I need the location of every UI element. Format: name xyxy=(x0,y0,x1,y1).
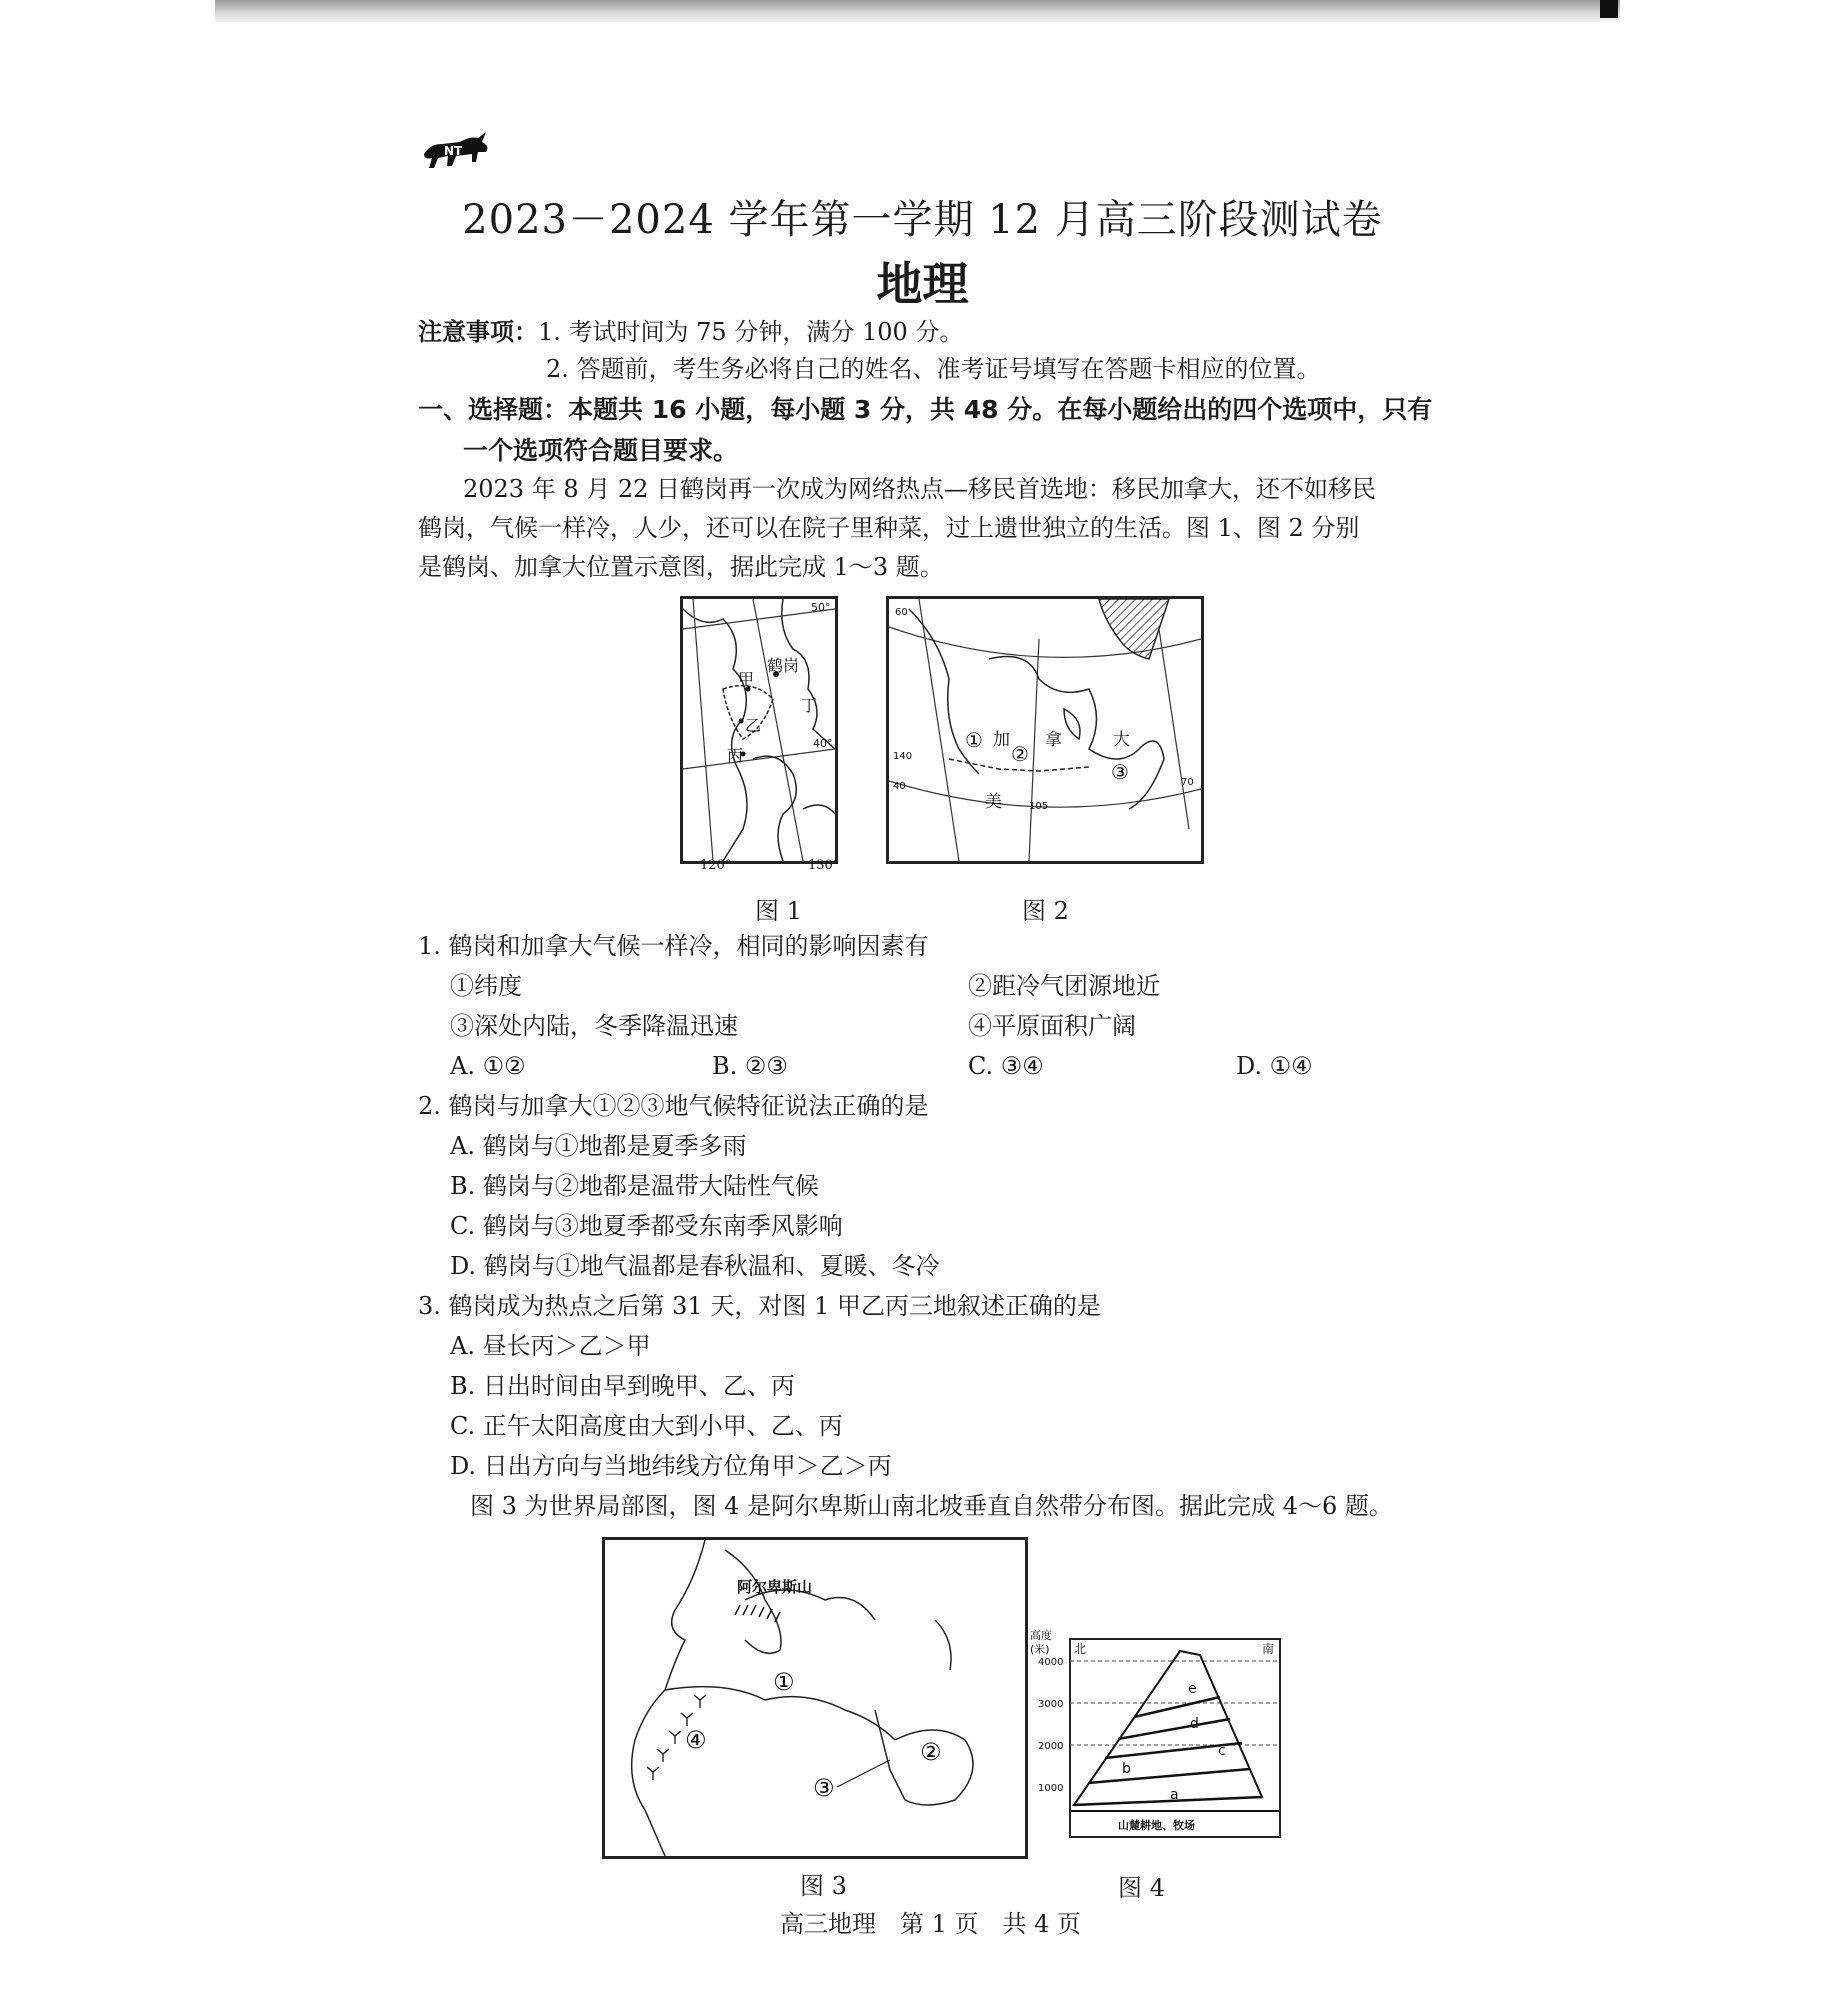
q1-statement-2: ②距冷气团源地近 xyxy=(968,972,1160,1000)
scan-corner-mark xyxy=(1600,0,1618,18)
q1-option-a: A. ①② xyxy=(450,1052,526,1080)
passage1-line1: 2023 年 8 月 22 日鹤岗再一次成为网络热点—移民首选地：移民加拿大，还不如移民 xyxy=(463,475,1377,503)
fig2-label-c3: ③ xyxy=(1111,760,1129,784)
passage1-line3: 是鹤岗、加拿大位置示意图，据此完成 1～3 题。 xyxy=(418,553,944,581)
svg-text:NT: NT xyxy=(444,144,463,158)
passage1-line2: 鹤岗，气候一样冷，人少，还可以在院子里种菜，过上遗世独立的生活。图 1、图 2 分别 xyxy=(418,514,1360,542)
fig2-label-jia: 加 xyxy=(993,730,1010,750)
fig4-belt-e: e xyxy=(1188,1681,1197,1697)
fig4-belt-a: a xyxy=(1170,1787,1179,1803)
fig2-label-mei: 美 xyxy=(985,792,1002,812)
q1-option-b: B. ②③ xyxy=(712,1052,788,1080)
subject-title: 地理 xyxy=(876,257,969,311)
fig2-label-na: 拿 xyxy=(1045,730,1062,750)
fig2-lon140: 140 xyxy=(893,751,913,762)
notice-item-1: 1. 考试时间为 75 分钟，满分 100 分。 xyxy=(538,318,964,346)
fig4-belt-c: c xyxy=(1218,1743,1226,1759)
fig3-caption: 图 3 xyxy=(800,1872,847,1900)
fig1-label-ding: 丁 xyxy=(801,696,818,715)
fig1-label-jia: 甲 xyxy=(738,670,755,689)
fig1-lon-right: 130° xyxy=(808,858,840,873)
fig3-label-c1: ① xyxy=(773,1668,795,1696)
q2-stem: 2. 鹤岗与加拿大①②③地气候特征说法正确的是 xyxy=(418,1092,929,1120)
fig2-caption: 图 2 xyxy=(1022,897,1069,925)
fig2-lon70: 70 xyxy=(1181,777,1194,788)
figure-4-chart xyxy=(1030,1625,1286,1855)
fig2-label-c2: ② xyxy=(1011,742,1029,766)
exam-title: 2023－2024 学年第一学期 12 月高三阶段测试卷 xyxy=(462,197,1383,243)
page-footer: 高三地理 第 1 页 共 4 页 xyxy=(780,1910,1082,1938)
q1-statement-1: ①纬度 xyxy=(450,972,522,1000)
fig3-label-alps: 阿尔卑斯山 xyxy=(737,1578,813,1596)
fig2-lat40: 40 xyxy=(893,781,906,792)
fig2-label-c1: ① xyxy=(965,728,983,752)
figure-2-map xyxy=(886,596,1204,864)
q3-option-d: D. 日出方向与当地纬线方位角甲＞乙＞丙 xyxy=(450,1452,892,1480)
figure-3-map xyxy=(602,1537,1028,1859)
fig4-tick-3000: 3000 xyxy=(1038,1699,1064,1710)
fig4-tick-1000: 1000 xyxy=(1038,1783,1064,1794)
fig1-lon-left: 120° xyxy=(700,858,732,873)
fig4-belt-d: d xyxy=(1190,1716,1199,1732)
fig2-lat60: 60 xyxy=(895,607,908,618)
scan-top-edge xyxy=(215,0,1620,22)
q1-statement-3: ③深处内陆，冬季降温迅速 xyxy=(450,1012,738,1040)
fig3-label-c3: ③ xyxy=(813,1774,835,1802)
q3-option-b: B. 日出时间由早到晚甲、乙、丙 xyxy=(450,1372,795,1400)
fig1-label-hegang: 鹤岗 xyxy=(767,656,800,675)
q3-option-c: C. 正午太阳高度由大到小甲、乙、丙 xyxy=(450,1412,843,1440)
q3-stem: 3. 鹤岗成为热点之后第 31 天，对图 1 甲乙丙三地叙述正确的是 xyxy=(418,1292,1101,1320)
fig4-north: 北 xyxy=(1074,1642,1087,1656)
fig1-caption: 图 1 xyxy=(755,897,802,925)
fig1-lat-mid: 40° xyxy=(813,737,833,750)
q2-option-c: C. 鹤岗与③地夏季都受东南季风影响 xyxy=(450,1212,843,1240)
section-heading-line2: 一个选项符合题目要求。 xyxy=(463,436,739,465)
fig4-belt-b: b xyxy=(1122,1761,1131,1777)
fig3-label-c4: ④ xyxy=(685,1726,707,1754)
bull-logo-icon xyxy=(420,130,492,174)
section-heading-line1: 一、选择题：本题共 16 小题，每小题 3 分，共 48 分。在每小题给出的四个选项中，只有 xyxy=(418,395,1433,424)
q3-option-a: A. 昼长丙＞乙＞甲 xyxy=(450,1332,651,1360)
q1-statement-4: ④平原面积广阔 xyxy=(968,1012,1136,1040)
fig2-lon105: 105 xyxy=(1029,801,1049,812)
q1-stem: 1. 鹤岗和加拿大气候一样冷，相同的影响因素有 xyxy=(418,932,929,960)
fig4-caption: 图 4 xyxy=(1118,1874,1165,1902)
figure-1-map xyxy=(680,596,838,864)
q2-option-a: A. 鹤岗与①地都是夏季多雨 xyxy=(450,1132,747,1160)
fig1-label-bing: 丙 xyxy=(727,746,744,765)
q2-option-b: B. 鹤岗与②地都是温带大陆性气候 xyxy=(450,1172,819,1200)
q1-option-c: C. ③④ xyxy=(968,1052,1044,1080)
fig4-tick-2000: 2000 xyxy=(1038,1741,1064,1752)
notice-item-2: 2. 答题前，考生务必将自己的姓名、准考证号填写在答题卡相应的位置。 xyxy=(546,355,1321,383)
notice-label: 注意事项： xyxy=(418,318,538,346)
fig4-south: 南 xyxy=(1262,1642,1275,1656)
fig4-y-title-2: (米) xyxy=(1030,1643,1050,1656)
passage2: 图 3 为世界局部图，图 4 是阿尔卑斯山南北坡垂直自然带分布图。据此完成 4～6 题。 xyxy=(470,1492,1393,1520)
q1-option-d: D. ①④ xyxy=(1236,1052,1313,1080)
fig4-tick-4000: 4000 xyxy=(1038,1657,1064,1668)
q2-option-d: D. 鹤岗与①地气温都是春秋温和、夏暖、冬冷 xyxy=(450,1252,940,1280)
notice-block xyxy=(418,318,963,347)
fig1-lat-top: 50° xyxy=(811,601,831,614)
fig2-label-da: 大 xyxy=(1113,730,1130,750)
fig3-label-c2: ② xyxy=(920,1738,942,1766)
fig4-y-title-1: 高度 xyxy=(1030,1629,1052,1642)
fig1-label-yi: 乙 xyxy=(745,716,762,735)
fig4-base-label: 山麓耕地、牧场 xyxy=(1118,1819,1195,1832)
